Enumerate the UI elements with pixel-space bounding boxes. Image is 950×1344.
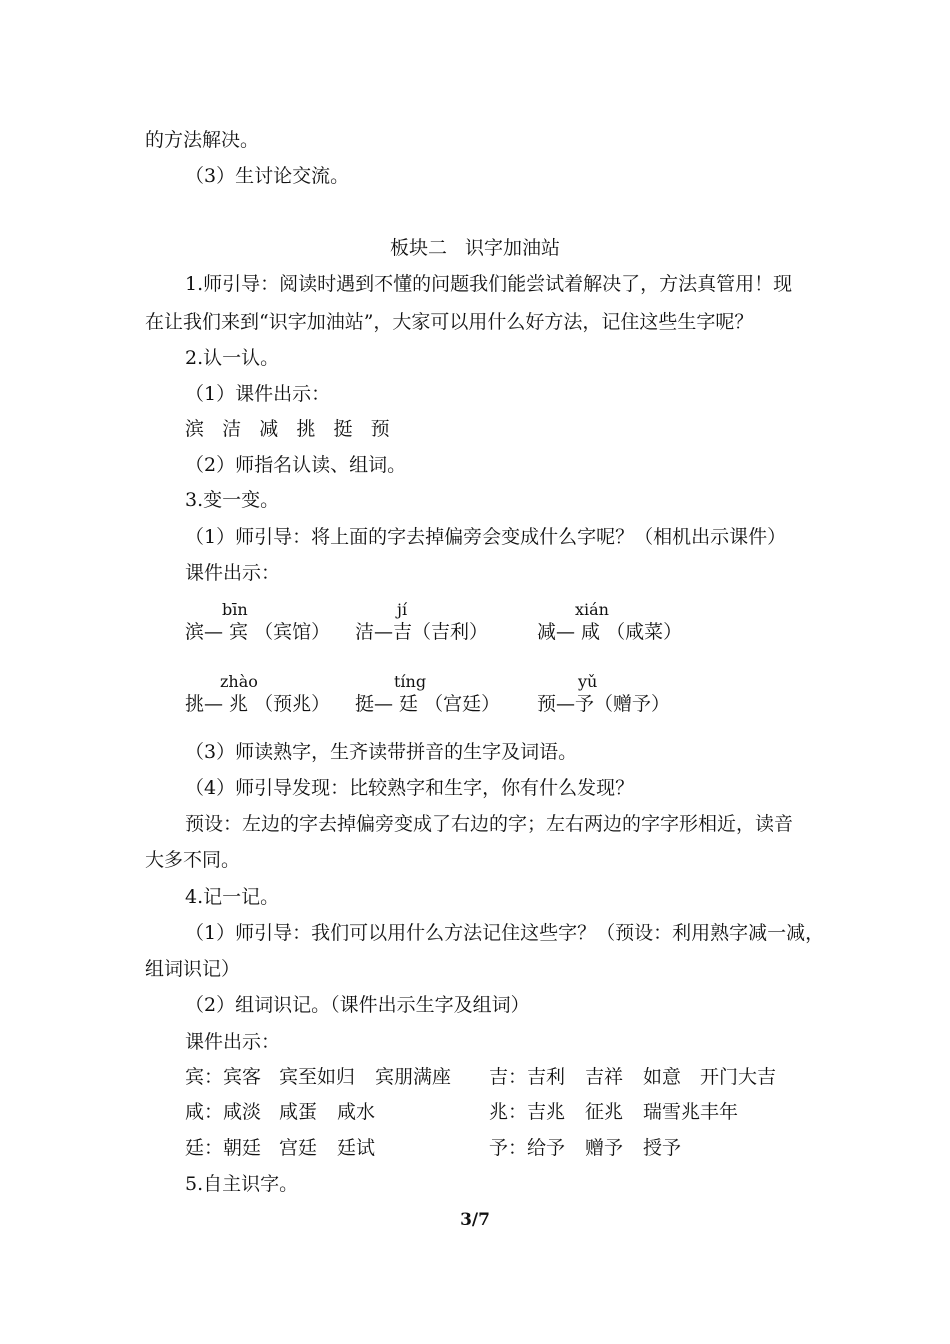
word-group-row (185, 1065, 777, 1089)
text-line: 5.自主识字。 (185, 1173, 299, 1195)
word-item: 征兆 (585, 1101, 624, 1123)
pinyin-label: bīn (222, 600, 248, 619)
pinyin-label: zhào (220, 672, 258, 691)
text-line: （1）课件出示： (185, 383, 331, 405)
text-line: 在让我们来到“识字加油站”，大家可以用什么好方法，记住这些生字呢？ (145, 311, 754, 333)
word-item: 瑞雪兆丰年 (643, 1101, 739, 1123)
word-group-row (185, 1100, 739, 1124)
character-transform: 挑— 兆 （预兆） (185, 693, 331, 715)
page-number: 3/7 (460, 1210, 490, 1230)
word-item: 宫廷 (279, 1137, 318, 1159)
text-line: （1）师引导：将上面的字去掉偏旁会变成什么字呢？（相机出示课件） (185, 526, 787, 548)
character-transform: 洁—吉（吉利） (355, 621, 489, 643)
pinyin-label: yǔ (578, 672, 598, 691)
text-line: 2.认一认。 (185, 347, 280, 369)
text-line: （4）师引导发现：比较熟字和生字，你有什么发现？ (185, 777, 635, 799)
text-line: （2）师指名认读、组词。 (185, 454, 407, 476)
text-line: 大多不同。 (145, 849, 241, 871)
pinyin-label: jí (397, 600, 408, 619)
character-transform: 预—予（赠予） (537, 693, 671, 715)
pinyin-label: tíng (394, 672, 427, 691)
text-line: 4.记一记。 (185, 886, 280, 908)
text-line: 的方法解决。 (145, 129, 260, 151)
word-item: 廷：朝廷 (185, 1137, 262, 1159)
text-line: 课件出示： (185, 562, 281, 584)
word-item: 赠予 (585, 1137, 624, 1159)
word-item: 宾至如归 (279, 1066, 356, 1088)
character-list: 滨 洁 减 挑 挺 预 (185, 418, 390, 440)
word-item: 予：给予 (489, 1137, 566, 1159)
section-title: 板块二 识字加油站 (389, 237, 561, 259)
text-line: 课件出示： (185, 1031, 281, 1053)
word-item: 如意 (643, 1066, 682, 1088)
text-line: （3）生讨论交流。 (185, 165, 350, 187)
character-transform: 滨— 宾 （宾馆） (185, 621, 331, 643)
character-transform: 挺— 廷 （宫廷） (355, 693, 501, 715)
text-line: 3.变一变。 (185, 489, 280, 511)
word-item: 宾：宾客 (185, 1066, 262, 1088)
text-line: 预设：左边的字去掉偏旁变成了右边的字；左右两边的字字形相近，读音 (185, 813, 794, 835)
word-item: 吉：吉利 (489, 1066, 566, 1088)
word-item: 廷试 (337, 1137, 376, 1159)
word-item: 授予 (643, 1137, 682, 1159)
word-item: 宾朋满座 (375, 1066, 452, 1088)
pinyin-label: xián (575, 600, 609, 619)
word-item: 兆：吉兆 (489, 1101, 566, 1123)
word-item: 咸水 (337, 1101, 376, 1123)
word-item: 开门大吉 (700, 1066, 777, 1088)
text-line: 组词识记） (145, 958, 241, 980)
word-group-row (185, 1136, 682, 1160)
text-line: （3）师读熟字，生齐读带拼音的生字及词语。 (185, 741, 578, 763)
character-transform: 减— 咸 （咸菜） (537, 621, 683, 643)
text-line: （2）组词识记。（课件出示生字及组词） (185, 994, 530, 1016)
word-item: 吉祥 (585, 1066, 624, 1088)
word-item: 咸蛋 (279, 1101, 318, 1123)
word-item: 咸：咸淡 (185, 1101, 262, 1123)
text-line: （1）师引导：我们可以用什么方法记住这些字？（预设：利用熟字减一减， (185, 922, 825, 944)
text-line: 1.师引导：阅读时遇到不懂的问题我们能尝试着解决了，方法真管用！现 (185, 273, 793, 295)
